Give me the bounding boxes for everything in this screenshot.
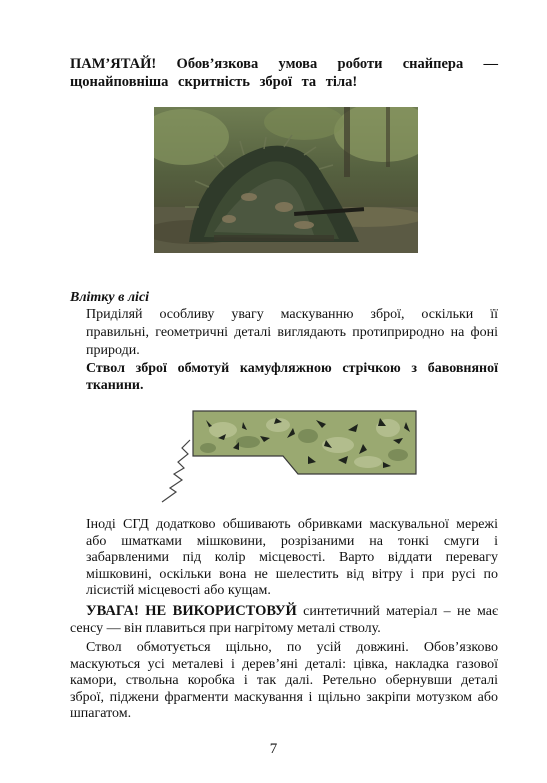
camo-tape-diagram — [148, 400, 423, 510]
text-line: правильні, геометричні деталі виглядають протиприродно на фоні — [86, 325, 498, 340]
text-line: Ствол обмотується щільно, по усій довжині. Обов’язково — [86, 640, 498, 655]
text-line: сенсу — він плавиться при нагрітому металі стволу. — [70, 621, 381, 636]
text-line: природи. — [86, 343, 140, 358]
paragraph-caution — [70, 603, 498, 637]
warning-line-1: ПАМ’ЯТАЙ! Обов’язкова умова роботи снайпера — — [70, 56, 498, 72]
paragraph-svd-camouflage — [70, 517, 498, 600]
paragraph-weapon-attention — [70, 306, 498, 360]
sniper-ghillie-photo — [154, 107, 418, 253]
caution-label: УВАГА! НЕ ВИКОРИСТОВУЙ — [86, 603, 297, 619]
warning-callout — [70, 56, 498, 91]
text-line: лісистій місцевості або кущам. — [86, 583, 271, 598]
paragraph-barrel-wrap — [70, 360, 498, 394]
text-line: Іноді СГД додатково обшивають обривками маскувальної мережі — [86, 517, 498, 532]
text-line: Приділяй особливу увагу маскуванню зброї, оскільки її — [86, 307, 498, 322]
caution-rest: синтетичний матеріал – не має — [296, 604, 498, 619]
text-line: тканини. — [86, 378, 144, 393]
text-line: шпагатом. — [70, 706, 132, 721]
text-line — [70, 603, 498, 620]
text-line: зброї, піджени фрагменти маскування і щільно закріпи мотузком або — [70, 689, 498, 705]
paragraph-wrapping-details — [70, 640, 498, 723]
text-line: Ствол зброї обмотуй камуфляжною стрічкою з бавовняної — [86, 361, 498, 376]
section-heading-summer-forest: Влітку в лісі — [70, 290, 150, 305]
text-line: камори, ствольна коробка і так далі. Ретельно обернувши деталі — [70, 673, 498, 688]
text-line: мішковині, оскільки вона не шелестить від вітру і при русі по — [86, 566, 498, 582]
text-line: або шматками мішковини, розрізаними на тонкі смуги і — [86, 533, 498, 549]
warning-line-2: щонайповніша скритність зброї та тіла! — [70, 73, 358, 90]
text-line: забарвленими під колір місцевості. Варто віддати перевагу — [86, 550, 498, 565]
text-line: маскуються усі металеві і дерев’яні деталі: цівка, накладка газової — [70, 656, 498, 672]
page-number: 7 — [269, 741, 278, 757]
